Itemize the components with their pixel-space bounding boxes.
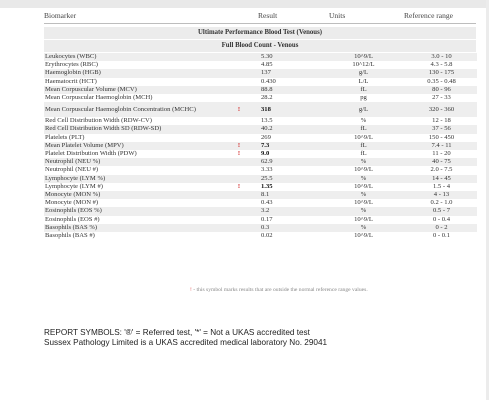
result-value: 269 bbox=[261, 133, 271, 141]
report-symbols: REPORT SYMBOLS: '®' = Referred test, '*' = Not a UKAS accredited test bbox=[44, 328, 310, 337]
result-value: 5.30 bbox=[261, 53, 321, 61]
result-value: 9.0 bbox=[261, 150, 270, 158]
flag-legend bbox=[190, 287, 368, 293]
unit-value: fL bbox=[321, 125, 406, 133]
flag-icon bbox=[217, 94, 261, 102]
table-row bbox=[44, 216, 477, 224]
biomarker-name: Eosinophils (EOS %) bbox=[44, 207, 217, 215]
unit-value: % bbox=[321, 158, 406, 166]
table-row bbox=[44, 175, 477, 183]
biomarker-name: Red Cell Distribution Width SD (RDW-SD) bbox=[44, 125, 217, 133]
reference-range: 0 - 0.4 bbox=[432, 215, 451, 223]
column-header bbox=[44, 9, 476, 21]
biomarker-name: Platelet Distribution Width (PDW) bbox=[45, 150, 137, 158]
reference-range: 0 - 0.1 bbox=[432, 232, 451, 240]
result-value: 4.85 bbox=[261, 61, 273, 69]
reference-range: 0 - 2 bbox=[406, 224, 477, 232]
biomarker-name: Erythrocytes (RBC) bbox=[45, 61, 98, 69]
flag-icon bbox=[217, 86, 261, 94]
biomarker-name: Lymphocyte (LYM #) bbox=[45, 182, 103, 190]
result-value: 25.5 bbox=[261, 175, 321, 183]
flag-icon bbox=[217, 78, 261, 86]
table-row bbox=[44, 61, 477, 69]
unit-value: % bbox=[321, 224, 406, 232]
reference-range: 27 - 33 bbox=[432, 94, 451, 102]
table-row bbox=[44, 125, 477, 133]
biomarker-name: Monocyte (MON %) bbox=[44, 191, 217, 199]
biomarker-name: Neutrophil (NEU %) bbox=[44, 158, 217, 166]
table-row bbox=[44, 158, 477, 166]
biomarker-name: Leukocytes (WBC) bbox=[44, 53, 217, 61]
table-row bbox=[44, 224, 477, 232]
table-row bbox=[44, 183, 477, 191]
result-value: 0.17 bbox=[261, 215, 273, 223]
reference-range: 37 - 56 bbox=[406, 125, 477, 133]
biomarker-name: Monocyte (MON #) bbox=[45, 199, 99, 207]
result-value: 13.5 bbox=[261, 117, 273, 125]
reference-range: 4.3 - 5.8 bbox=[430, 61, 453, 69]
flag-icon bbox=[217, 117, 261, 125]
result-value: 318 bbox=[261, 102, 321, 117]
result-value: 3.2 bbox=[261, 207, 321, 215]
unit-value: % bbox=[360, 117, 367, 125]
reference-range: 80 - 96 bbox=[406, 86, 477, 94]
table-row bbox=[44, 53, 477, 61]
biomarker-name: Basophils (BAS #) bbox=[45, 232, 95, 240]
top-strip bbox=[0, 0, 489, 8]
unit-value: 10^9/L bbox=[354, 215, 373, 223]
result-value: 7.3 bbox=[261, 142, 321, 150]
reference-range: 0.5 - 7 bbox=[406, 207, 477, 215]
table-row bbox=[44, 142, 477, 150]
unit-value: fL bbox=[321, 142, 406, 150]
test-title: Ultimate Performance Blood Test (Venous) bbox=[44, 27, 476, 39]
unit-value: % bbox=[321, 191, 406, 199]
unit-value: L/L bbox=[358, 77, 369, 85]
result-value: 8.1 bbox=[261, 191, 321, 199]
table-row bbox=[44, 191, 477, 199]
unit-value: 10^9/L bbox=[354, 166, 373, 174]
section-title: Full Blood Count - Venous bbox=[44, 40, 476, 52]
unit-value: 10^9/L bbox=[354, 133, 373, 141]
reference-range: 0.35 - 0.48 bbox=[427, 77, 456, 85]
results-table bbox=[44, 53, 477, 240]
result-value: 3.33 bbox=[261, 166, 273, 174]
header-reference: Reference range bbox=[404, 11, 453, 20]
biomarker-name: Eosinophils (EOS #) bbox=[45, 215, 100, 223]
biomarker-name: Neutrophil (NEU #) bbox=[45, 166, 99, 174]
biomarker-name: Mean Corpuscular Haemoglobin (MCH) bbox=[45, 94, 153, 102]
biomarker-name: Haemoglobin (HGB) bbox=[44, 69, 217, 77]
reference-range: 7.4 - 11 bbox=[406, 142, 477, 150]
flag-icon: ! bbox=[237, 182, 241, 190]
header-result: Result bbox=[258, 11, 278, 20]
flag-icon bbox=[217, 69, 261, 77]
reference-range: 4 - 13 bbox=[406, 191, 477, 199]
unit-value: % bbox=[321, 207, 406, 215]
unit-value: % bbox=[321, 175, 406, 183]
flag-icon bbox=[217, 232, 261, 240]
biomarker-name: Lymphocyte (LYM %) bbox=[44, 175, 217, 183]
biomarker-name: Haematocrit (HCT) bbox=[45, 77, 97, 85]
flag-icon bbox=[217, 216, 261, 224]
flag-icon bbox=[217, 125, 261, 133]
header-biomarker: Biomarker bbox=[44, 11, 77, 20]
reference-range: 40 - 75 bbox=[406, 158, 477, 166]
table-row bbox=[44, 199, 477, 207]
reference-range: 320 - 360 bbox=[406, 102, 477, 117]
flag-icon bbox=[217, 166, 261, 174]
flag-icon: ! bbox=[217, 142, 261, 150]
reference-range: 14 - 45 bbox=[406, 175, 477, 183]
table-row bbox=[44, 117, 477, 125]
flag-icon bbox=[217, 207, 261, 215]
result-value: 0.3 bbox=[261, 224, 321, 232]
table-row bbox=[44, 69, 477, 77]
biomarker-name: Platelets (PLT) bbox=[45, 133, 85, 141]
result-value: 0.43 bbox=[261, 199, 273, 207]
reference-range: 3.0 - 10 bbox=[406, 53, 477, 61]
table-row bbox=[44, 94, 477, 102]
header-divider bbox=[44, 23, 476, 24]
reference-range: 12 - 18 bbox=[432, 117, 451, 125]
biomarker-name: Basophils (BAS %) bbox=[44, 224, 217, 232]
table-row bbox=[44, 166, 477, 174]
biomarker-name: Mean Platelet Volume (MPV) bbox=[44, 142, 217, 150]
flag-icon bbox=[217, 61, 261, 69]
unit-value: g/L bbox=[321, 102, 406, 117]
table-row bbox=[44, 78, 477, 86]
unit-value: 10^9/L bbox=[321, 53, 406, 61]
flag-icon: ! bbox=[237, 150, 241, 158]
reference-range: 11 - 20 bbox=[432, 150, 451, 158]
result-value: 0.02 bbox=[261, 232, 273, 240]
result-value: 40.2 bbox=[261, 125, 321, 133]
unit-value: fL bbox=[360, 150, 367, 158]
table-row bbox=[44, 150, 477, 158]
unit-value: 10^9/L bbox=[354, 182, 373, 190]
flag-icon bbox=[217, 158, 261, 166]
legend-text: - this symbol marks results that are outside the normal reference range values. bbox=[193, 287, 368, 293]
reference-range: 150 - 450 bbox=[428, 133, 455, 141]
reference-range: 1.5 - 4 bbox=[432, 182, 451, 190]
result-value: 1.35 bbox=[261, 182, 273, 190]
flag-icon bbox=[217, 175, 261, 183]
table-row bbox=[44, 86, 477, 94]
unit-value: g/L bbox=[321, 69, 406, 77]
result-value: 0.430 bbox=[261, 77, 276, 85]
unit-value: pg bbox=[360, 94, 367, 102]
flag-icon bbox=[217, 199, 261, 207]
table-row bbox=[44, 207, 477, 215]
result-value: 28.2 bbox=[261, 94, 273, 102]
flag-icon: ! bbox=[217, 102, 261, 117]
biomarker-name: Red Cell Distribution Width (RDW-CV) bbox=[45, 117, 152, 125]
legend-flag-symbol: ! bbox=[190, 287, 192, 293]
flag-icon bbox=[217, 134, 261, 142]
flag-icon bbox=[217, 53, 261, 61]
flag-icon bbox=[217, 191, 261, 199]
table-row bbox=[44, 232, 477, 240]
result-value: 62.9 bbox=[261, 158, 321, 166]
unit-value: 10^12/L bbox=[352, 61, 375, 69]
flag-icon bbox=[217, 224, 261, 232]
unit-value: 10^9/L bbox=[354, 232, 373, 240]
lab-accreditation: Sussex Pathology Limited is a UKAS accredited medical laboratory No. 29041 bbox=[44, 338, 328, 347]
biomarker-name: Mean Corpuscular Volume (MCV) bbox=[44, 86, 217, 94]
biomarker-name: Mean Corpuscular Haemoglobin Concentration (MCHC) bbox=[44, 102, 217, 117]
reference-range: 2.0 - 7.5 bbox=[430, 166, 453, 174]
table-row bbox=[44, 102, 477, 117]
result-value: 88.8 bbox=[261, 86, 321, 94]
reference-range: 0.2 - 1.0 bbox=[430, 199, 453, 207]
unit-value: 10^9/L bbox=[354, 199, 373, 207]
result-value: 137 bbox=[261, 69, 321, 77]
reference-range: 130 - 175 bbox=[406, 69, 477, 77]
header-units: Units bbox=[329, 11, 346, 20]
table-row bbox=[44, 134, 477, 142]
unit-value: fL bbox=[321, 86, 406, 94]
